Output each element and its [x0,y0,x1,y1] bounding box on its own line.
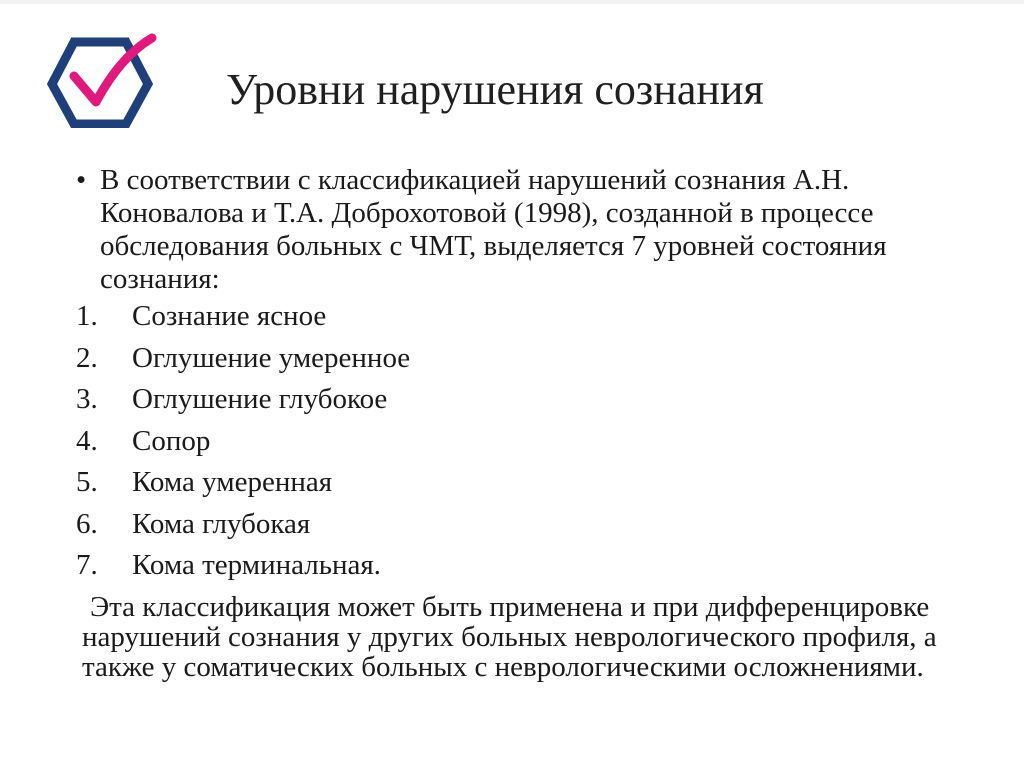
list-item [76,338,410,380]
list-item [76,379,410,421]
list-label: Сопор [132,424,211,457]
list-number: 1. [76,300,98,332]
checkbox-hexagon-icon [44,32,162,128]
slide-top-edge [0,0,1024,4]
list-number: 6. [76,507,98,540]
list-label: Кома умеренная [132,466,333,498]
classification-note [82,592,962,682]
list-label: Оглушение умеренное [132,341,411,374]
note-text: Эта классификация может быть применена и при дифференцировке нарушений сознания у других больных неврологического профиля, а также у соматических больных с неврологическими осложнениями. [82,591,937,683]
bullet-marker: • [76,164,87,196]
list-label: Кома глубокая [132,507,311,540]
list-number: 4. [76,424,98,457]
intro-text: В соответствии с классификацией нарушений сознания А.Н. Коновалова и Т.А. Доброхотовой (1998), созданной в процессе обследования больных с ЧМТ, выделяется 7 уровней состояния сознания: [100,164,887,295]
list-number: 2. [76,341,98,374]
list-label: Сознание ясное [132,300,327,332]
list-item [76,421,410,463]
consciousness-levels-list [76,296,410,587]
list-label: Кома терминальная. [132,549,381,581]
intro-paragraph [76,164,956,296]
list-number: 3. [76,383,98,415]
list-item [76,504,410,546]
slide-title: Уровни нарушения сознания [226,65,764,114]
list-number: 7. [76,549,98,581]
list-item [76,462,410,504]
list-label: Оглушение глубокое [132,383,388,415]
list-item [76,296,410,338]
list-number: 5. [76,466,98,498]
list-item [76,545,410,587]
